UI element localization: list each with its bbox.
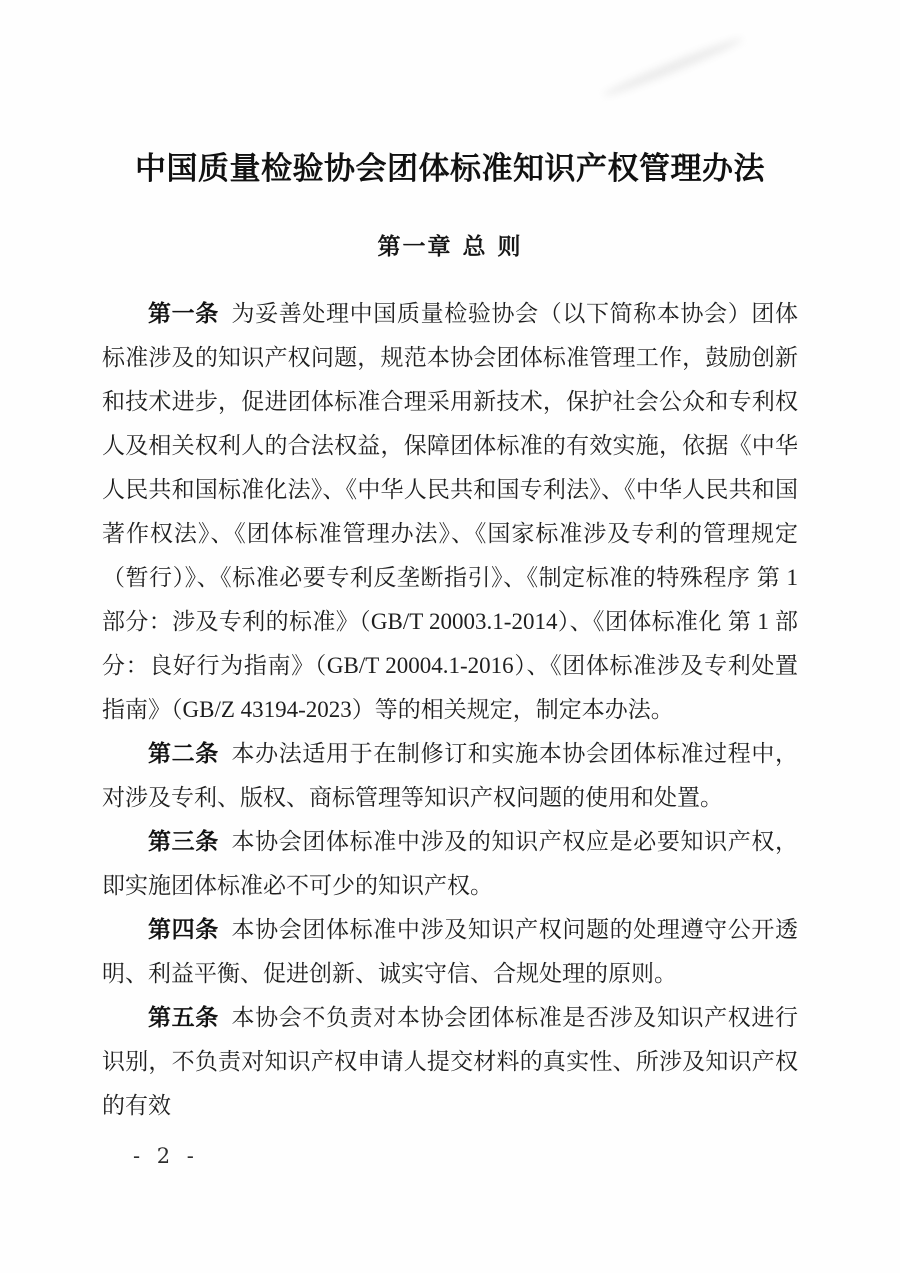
document-body xyxy=(102,292,798,1128)
document-title: 中国质量检验协会团体标准知识产权管理办法 xyxy=(135,151,765,187)
article-number: 第三条 xyxy=(148,829,219,854)
article-number: 第五条 xyxy=(148,1005,219,1030)
article-number: 第二条 xyxy=(148,741,219,766)
article-text: 本协会团体标准中涉及的知识产权应是必要知识产权，即实施团体标准必不可少的知识产权。 xyxy=(102,829,799,898)
article-paragraph-1 xyxy=(102,292,798,732)
article-paragraph-2 xyxy=(102,732,798,820)
article-text: 为妥善处理中国质量检验协会（以下简称本协会）团体标准涉及的知识产权问题，规范本协会团体标准管理工作，鼓励创新和技术进步，促进团体标准合理采用新技术，保护社会公众和专利权人及相关权利人的合法权益，保障团体标准的有效实施，依据《中华人民共和国标准化法》、《中华人民共和国专利法》、《中华人民共和国著作权法》、《团体标准管理办法》、《国家标准涉及专利的管理规定（暂行）》、《标准必要专利反垄断指引》、《制定标准的特殊程序 第 1 部分：涉及专利的标准》（GB/T 20003.1-2014）、《团体标准化 第 1 部分：良好行为指南》（GB/T 20004.1-2016）、《团体标准涉及专利处置指南》（GB/Z 43194-2023）等的相关规定，制定本办法。 xyxy=(102,301,799,722)
article-text: 本协会不负责对本协会团体标准是否涉及知识产权进行识别，不负责对知识产权申请人提交材料的真实性、所涉及知识产权的有效 xyxy=(102,1005,799,1118)
article-text: 本协会团体标准中涉及知识产权问题的处理遵守公开透明、利益平衡、促进创新、诚实守信、合规处理的原则。 xyxy=(102,917,799,986)
article-paragraph-3 xyxy=(102,820,798,908)
page-number: - 2 - xyxy=(133,1144,199,1168)
article-text: 本办法适用于在制修订和实施本协会团体标准过程中，对涉及专利、版权、商标管理等知识产权问题的使用和处置。 xyxy=(102,741,799,810)
chapter-heading: 第一章 总 则 xyxy=(377,234,523,260)
article-paragraph-4 xyxy=(102,908,798,996)
article-number: 第四条 xyxy=(148,917,219,942)
article-paragraph-5 xyxy=(102,996,798,1128)
article-number: 第一条 xyxy=(148,301,219,326)
scan-artifact xyxy=(602,34,745,99)
